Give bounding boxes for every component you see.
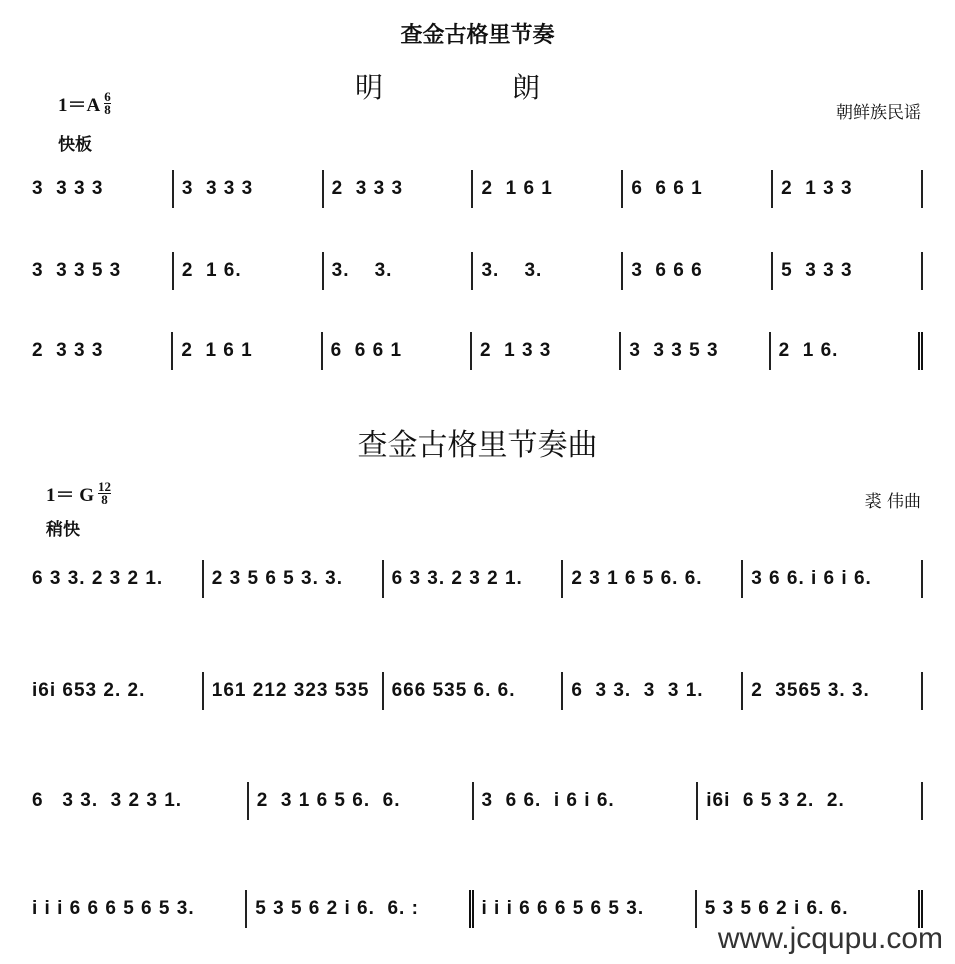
measure: 3 3 3 3 — [174, 170, 324, 208]
piece2-credit: 裘 伟曲 — [864, 492, 921, 512]
measure: 2 3 1 6 5 6. 6. — [249, 782, 474, 820]
measure: 2 1 3 3 — [472, 332, 621, 370]
measure: 2 1 6. — [771, 332, 923, 370]
measure: 161 212 323 535 — [204, 672, 384, 710]
piece2-title: 查金古格里节奏曲 — [357, 428, 598, 463]
measure: 5 3 3 3 — [773, 252, 923, 290]
main-title: 查金古格里节奏 — [400, 23, 555, 48]
time-top: 12 — [98, 479, 112, 494]
measure: 2 1 6. — [174, 252, 324, 290]
measure: 6 6 6 1 — [623, 170, 773, 208]
measure: 5 3 5 6 2 i 6. 6. : — [247, 890, 473, 928]
measure: 3 6 6. i 6 i 6. — [474, 782, 699, 820]
measure: 6 3 3. 3 3 1. — [563, 672, 743, 710]
measure: 666 535 6. 6. — [384, 672, 564, 710]
score-line — [28, 782, 923, 820]
measure: 3. 3. — [473, 252, 623, 290]
piece1-title: 明 朗 — [355, 71, 600, 104]
measure: 2 1 6 1 — [473, 170, 623, 208]
measure: 6 6 6 1 — [323, 332, 472, 370]
piece2-tempo: 稍快 — [46, 520, 80, 540]
measure: 3 6 6 6 — [623, 252, 773, 290]
score-line — [28, 170, 923, 208]
measure: 3 3 3 3 — [28, 170, 174, 208]
measure: 2 3 5 6 5 3. 3. — [204, 560, 384, 598]
measure: 3 3 3 5 3 — [621, 332, 770, 370]
measure: 6 3 3. 3 2 3 1. — [28, 782, 249, 820]
measure: 2 3 1 6 5 6. 6. — [563, 560, 743, 598]
score-line — [28, 672, 923, 710]
score-line — [28, 560, 923, 598]
key-signature: 1＝ G — [46, 485, 95, 506]
watermark: www.jcqupu.com — [717, 922, 943, 955]
measure: 5 3 5 6 2 i 6. 6. — [697, 890, 923, 928]
score-line — [28, 252, 923, 290]
time-bottom: 8 — [104, 102, 111, 117]
time-signature — [104, 91, 111, 116]
measure: 6 3 3. 2 3 2 1. — [28, 560, 204, 598]
score-line — [28, 332, 923, 370]
piece2-key — [46, 480, 111, 507]
measure: i6i 653 2. 2. — [28, 672, 204, 710]
key-signature: 1＝A — [58, 95, 101, 116]
measure: 2 3 3 3 — [28, 332, 173, 370]
measure: 2 1 6 1 — [173, 332, 322, 370]
piece1-tempo: 快板 — [58, 135, 92, 155]
measure: 3. 3. — [324, 252, 474, 290]
measure: 2 3 3 3 — [324, 170, 474, 208]
time-signature — [98, 481, 111, 506]
measure: 2 1 3 3 — [773, 170, 923, 208]
time-top: 6 — [104, 89, 111, 104]
measure: 3 3 3 5 3 — [28, 252, 174, 290]
measure: i6i 6 5 3 2. 2. — [698, 782, 923, 820]
piece1-credit: 朝鲜族民谣 — [836, 103, 921, 123]
measure: 2 3565 3. 3. — [743, 672, 923, 710]
piece1-key — [58, 90, 111, 117]
measure: 6 3 3. 2 3 2 1. — [384, 560, 564, 598]
measure: i i i 6 6 6 5 6 5 3. — [474, 890, 697, 928]
measure: 3 6 6. i 6 i 6. — [743, 560, 923, 598]
measure: i i i 6 6 6 5 6 5 3. — [28, 890, 247, 928]
time-bottom: 8 — [101, 492, 108, 507]
